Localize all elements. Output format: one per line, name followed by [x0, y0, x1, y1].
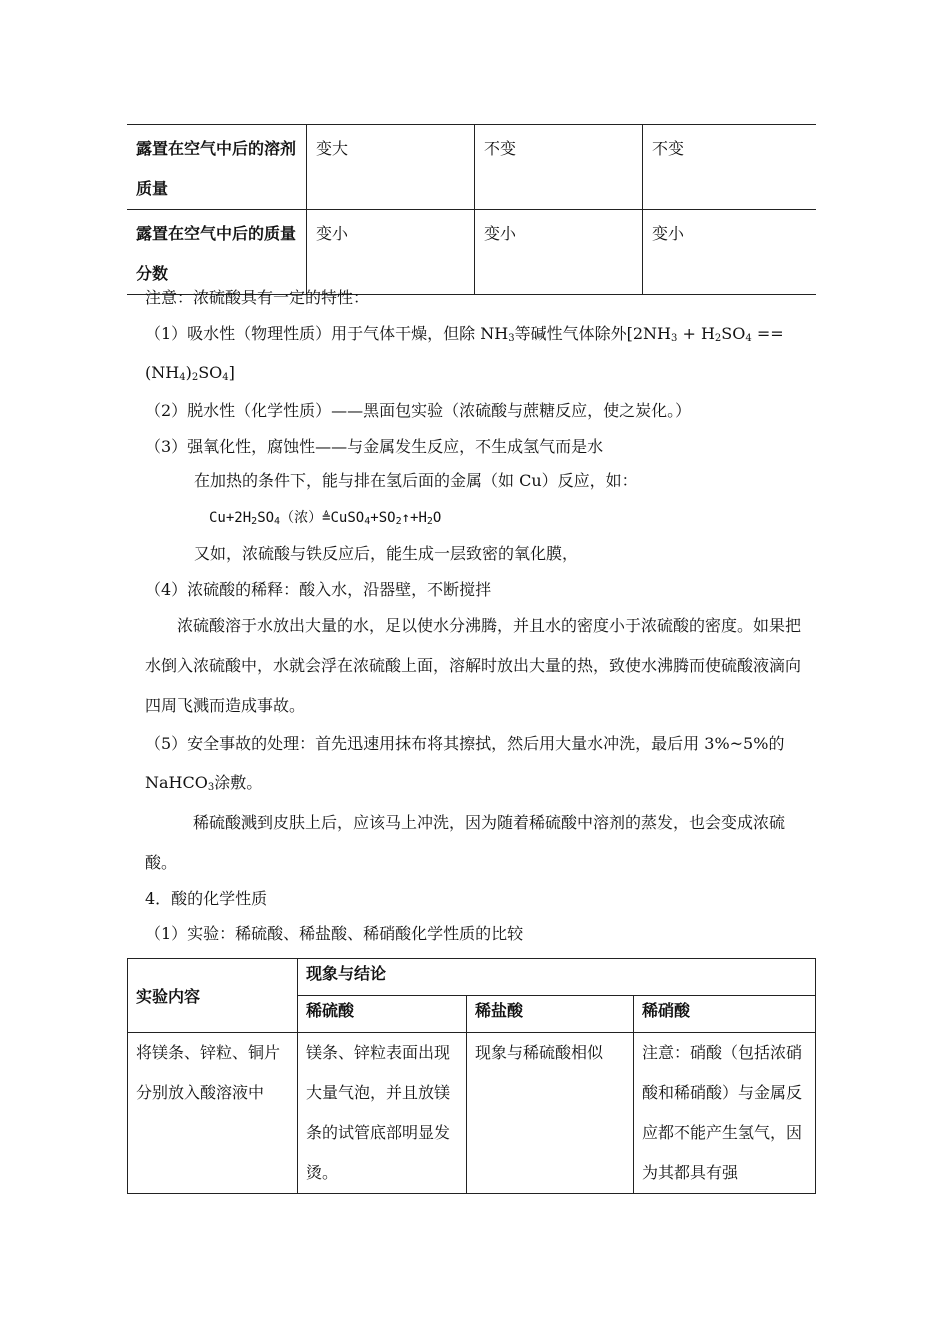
section-4-1: （1）实验：稀硫酸、稀盐酸、稀硝酸化学性质的比较 — [145, 924, 524, 943]
text: 涂敷。 — [214, 773, 263, 792]
header-result: 现象与结论 — [298, 959, 816, 996]
header-content: 实验内容 — [128, 959, 298, 1033]
subscript: 3 — [508, 333, 515, 344]
text: O — [432, 510, 442, 526]
text: +SO — [370, 510, 396, 526]
subscript: 2 — [395, 516, 402, 527]
table-row — [127, 210, 816, 295]
text: == — [751, 324, 784, 343]
text: (NH — [145, 363, 180, 382]
cell: 不变 — [643, 125, 817, 210]
cell: 变小 — [475, 210, 643, 295]
note-intro: 注意：浓硫酸具有一定的特性： — [145, 288, 370, 307]
row-label: 露置在空气中后的质量分数 — [127, 210, 307, 295]
header-hcl: 稀盐酸 — [467, 996, 634, 1033]
text: ↑+H — [401, 510, 427, 526]
cell: 变小 — [643, 210, 817, 295]
text: 等碱性气体除外[2NH — [514, 324, 671, 343]
text: Cu+2H — [209, 510, 252, 526]
note-p5-body: 稀硫酸溅到皮肤上后，应该马上冲洗，因为随着稀硫酸中溶剂的蒸发，也会变成浓硫酸。 — [145, 813, 786, 872]
subscript: 4 — [222, 372, 229, 383]
properties-table — [127, 124, 816, 295]
text: NaHCO — [145, 773, 208, 792]
header-hno3: 稀硝酸 — [634, 996, 816, 1033]
cell: 不变 — [475, 125, 643, 210]
subscript: 2 — [426, 516, 433, 527]
text: ) — [185, 363, 192, 382]
note-p4: （4）浓硫酸的稀释：酸入水，沿器壁，不断搅拌 — [145, 580, 492, 599]
subscript: 4 — [745, 333, 752, 344]
cell: 变大 — [307, 125, 475, 210]
subscript: 4 — [274, 516, 281, 527]
text: SO — [198, 363, 223, 382]
text: （1）吸水性（物理性质）用于气体干燥，但除 NH — [145, 324, 509, 343]
row-label: 露置在空气中后的溶剂质量 — [127, 125, 307, 210]
table-header-row — [128, 959, 816, 996]
cell: 镁条、锌粒表面出现大量气泡，并且放镁条的试管底部明显发烫。 — [298, 1033, 467, 1194]
note-p1 — [145, 323, 784, 345]
cell: 变小 — [307, 210, 475, 295]
note-p4-body: 浓硫酸溶于水放出大量的水，足以使水分沸腾，并且水的密度小于浓硫酸的密度。如果把水倒入浓硫酸中，水就会浮在浓硫酸上面，溶解时放出大量的热，致使水沸腾而使硫酸液滴向四周飞溅而造成事故。 — [145, 616, 802, 715]
cell: 现象与稀硫酸相似 — [467, 1033, 634, 1194]
cell: 将镁条、锌粒、铜片分别放入酸溶液中 — [128, 1033, 298, 1194]
section-4-heading: 4．酸的化学性质 — [145, 889, 268, 908]
subscript: 3 — [207, 782, 215, 793]
text: （浓）≜CuSO — [280, 510, 365, 526]
subscript: 4 — [179, 372, 186, 383]
acid-comparison-table — [127, 958, 816, 1194]
note-iron: 又如，浓硫酸与铁反应后，能生成一层致密的氧化膜， — [194, 544, 579, 563]
subscript: 2 — [714, 333, 722, 344]
subscript: 3 — [671, 333, 678, 344]
subscript: 4 — [364, 516, 371, 527]
text: SO — [257, 510, 275, 526]
note-p2: （2）脱水性（化学性质）——黑面包实验（浓硫酸与蔗糖反应，使之炭化。） — [145, 401, 692, 420]
text: + H — [677, 324, 715, 343]
note-p1-cont — [145, 362, 235, 384]
cell: 注意：硝酸（包括浓硝酸和稀硝酸）与金属反应都不能产生氢气，因为其都具有强 — [634, 1033, 816, 1194]
equation — [209, 507, 441, 529]
header-h2so4: 稀硫酸 — [298, 996, 467, 1033]
note-p5-cont — [145, 772, 262, 794]
note-p3: （3）强氧化性，腐蚀性——与金属发生反应，不生成氢气而是水 — [145, 437, 604, 456]
note-p3-sub: 在加热的条件下，能与排在氢后面的金属（如 Cu）反应，如： — [194, 471, 638, 490]
text: SO — [721, 324, 746, 343]
table-row — [127, 125, 816, 210]
subscript: 2 — [191, 372, 199, 383]
note-p5: （5）安全事故的处理：首先迅速用抹布将其擦拭，然后用大量水冲洗，最后用 3%~5%的 — [145, 734, 785, 753]
table-row — [128, 1033, 816, 1194]
subscript: 2 — [251, 516, 258, 527]
text: ] — [228, 363, 235, 382]
